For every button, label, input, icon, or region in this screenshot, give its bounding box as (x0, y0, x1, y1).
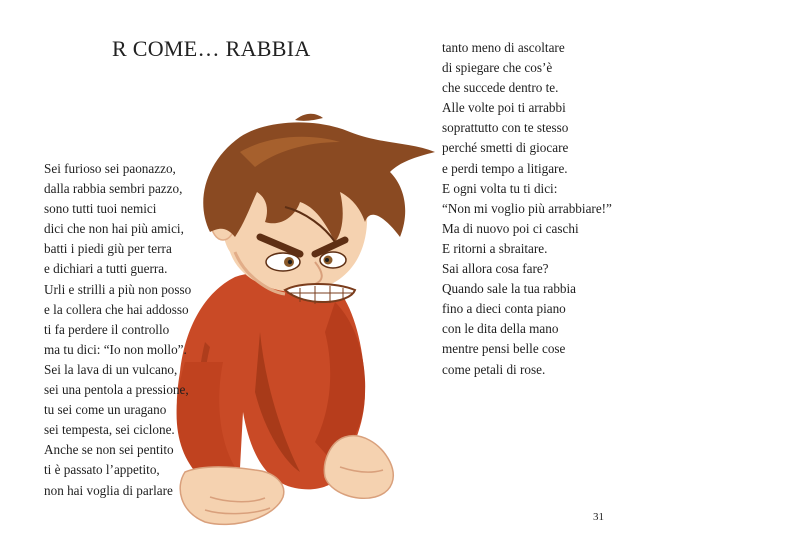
poem-line: E ritorni a sbraitare. (442, 240, 548, 256)
poem-line: Sai allora cosa fare? (442, 261, 549, 277)
right-fist (324, 436, 393, 499)
poem-line: e perdi tempo a litigare. (442, 160, 568, 176)
poem-line: mentre pensi belle cose (442, 341, 566, 357)
left-fist (180, 467, 284, 525)
poem-line: fino a dieci conta piano (442, 301, 566, 317)
poem-right-column (442, 38, 612, 380)
poem-line: Urli e strilli a più non posso (44, 281, 192, 297)
poem-line: sei una pentola a pressione, (44, 382, 189, 398)
poem-line: tu sei come un uragano (44, 402, 167, 418)
poem-line: sono tutti tuoi nemici (44, 201, 157, 217)
angry-boy-illustration-icon (165, 112, 435, 532)
page-title: R COME… RABBIA (112, 36, 311, 61)
poem-line: con le dita della mano (442, 321, 559, 337)
poem-line: Sei furioso sei paonazzo, (44, 161, 176, 176)
poem-line: dalla rabbia sembri pazzo, (44, 181, 183, 197)
poem-line: E ogni volta tu ti dici: (442, 180, 558, 196)
poem-line: Alle volte poi ti arrabbi (442, 100, 566, 116)
poem-line: e dichiari a tutti guerra. (44, 261, 168, 277)
page-number: 31 (593, 511, 604, 523)
poem-line: ti fa perdere il controllo (44, 321, 170, 337)
poem-line: Quando sale la tua rabbia (442, 281, 577, 297)
poem-left-column (44, 159, 191, 501)
poem-line: ma tu dici: “Io non mollo”. (44, 341, 187, 357)
poem-line: tanto meno di ascoltare (442, 40, 565, 55)
poem-line: sei tempesta, sei ciclone. (44, 422, 175, 438)
poem-line: che succede dentro te. (442, 80, 559, 96)
poem-line: “Non mi voglio più arrabbiare!” (442, 200, 612, 216)
poem-line: non hai voglia di parlare (44, 482, 173, 498)
poem-line: Ma di nuovo poi ci caschi (442, 220, 579, 236)
poem-line: come petali di rose. (442, 361, 546, 377)
poem-line: Sei la lava di un vulcano, (44, 361, 178, 377)
poem-line: perché smetti di giocare (442, 140, 569, 156)
poem-line: ti è passato l’appetito, (44, 462, 160, 478)
poem-line: di spiegare che cos’è (442, 60, 553, 76)
poem-line: dici che non hai più amici, (44, 221, 184, 237)
poem-line: e la collera che hai addosso (44, 301, 189, 317)
poem-line: soprattutto con te stesso (442, 120, 569, 136)
poem-line: batti i piedi giù per terra (44, 241, 172, 257)
poem-line: Anche se non sei pentito (44, 442, 174, 458)
